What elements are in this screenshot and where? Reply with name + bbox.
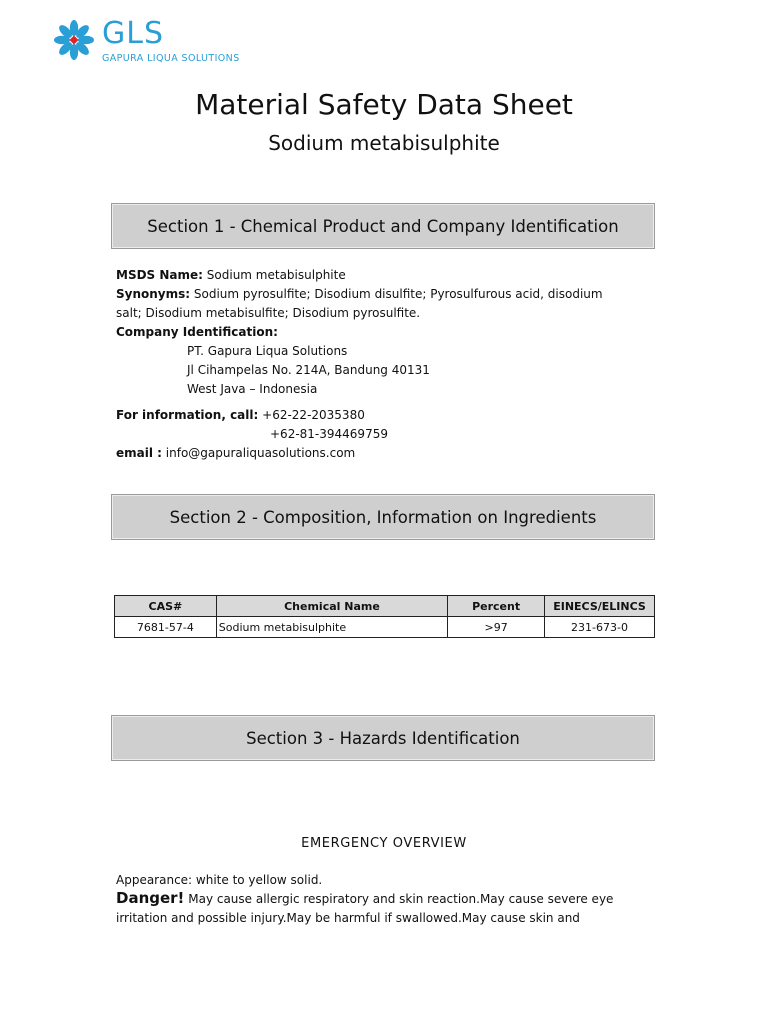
danger-label: Danger! <box>116 889 185 907</box>
msds-name-row <box>116 266 346 285</box>
cell-einecs: 231-673-0 <box>545 617 655 638</box>
cell-cas: 7681-57-4 <box>115 617 217 638</box>
company-identification-label: Company Identification: <box>116 325 278 339</box>
table-header-row <box>115 596 655 617</box>
cell-chemical-name: Sodium metabisulphite <box>216 617 447 638</box>
cell-percent: >97 <box>448 617 545 638</box>
danger-paragraph <box>116 889 656 928</box>
company-region: West Java – Indonesia <box>187 382 318 396</box>
synonyms-row <box>116 285 603 304</box>
header-einecs: EINECS/ELINCS <box>545 596 655 617</box>
company-logo <box>52 18 272 70</box>
appearance-text: Appearance: white to yellow solid. <box>116 873 323 887</box>
section-2-heading: Section 2 - Composition, Information on Ingredients <box>111 494 655 540</box>
section-1-heading: Section 1 - Chemical Product and Company Identification <box>111 203 655 249</box>
phone-2: +62-81-394469759 <box>270 427 388 441</box>
phone-1: +62-22-2035380 <box>262 408 365 422</box>
document-subtitle: Sodium metabisulphite <box>268 131 500 155</box>
synonyms-label: Synonyms: <box>116 287 191 301</box>
email-value[interactable]: info@gapuraliquasolutions.com <box>165 446 356 460</box>
email-row <box>116 444 355 463</box>
info-call-label: For information, call: <box>116 408 259 422</box>
table-row <box>115 617 655 638</box>
section-3-heading: Section 3 - Hazards Identification <box>111 715 655 761</box>
header-cas: CAS# <box>115 596 217 617</box>
msds-name-value: Sodium metabisulphite <box>206 268 346 282</box>
document-title: Material Safety Data Sheet <box>195 88 573 121</box>
email-label: email : <box>116 446 162 460</box>
composition-table <box>114 595 655 638</box>
synonyms-line-2: salt; Disodium metabisulfite; Disodium pyrosulfite. <box>116 306 421 320</box>
danger-line-1: May cause allergic respiratory and skin reaction.May cause severe eye <box>188 892 614 906</box>
emergency-overview-heading: EMERGENCY OVERVIEW <box>301 836 467 851</box>
header-chemical-name: Chemical Name <box>216 596 447 617</box>
info-call-row <box>116 406 365 425</box>
company-name: PT. Gapura Liqua Solutions <box>187 344 348 358</box>
danger-line-2: irritation and possible injury.May be harmful if swallowed.May cause skin and <box>116 911 580 925</box>
logo-brand: GLS <box>102 16 165 51</box>
gls-flower-icon <box>52 18 96 62</box>
header-percent: Percent <box>448 596 545 617</box>
msds-name-label: MSDS Name: <box>116 268 203 282</box>
synonyms-line-1: Sodium pyrosulfite; Disodium disulfite; Pyrosulfurous acid, disodium <box>193 287 603 301</box>
company-address: Jl Cihampelas No. 214A, Bandung 40131 <box>187 363 430 377</box>
logo-tagline: GAPURA LIQUA SOLUTIONS <box>102 53 240 64</box>
